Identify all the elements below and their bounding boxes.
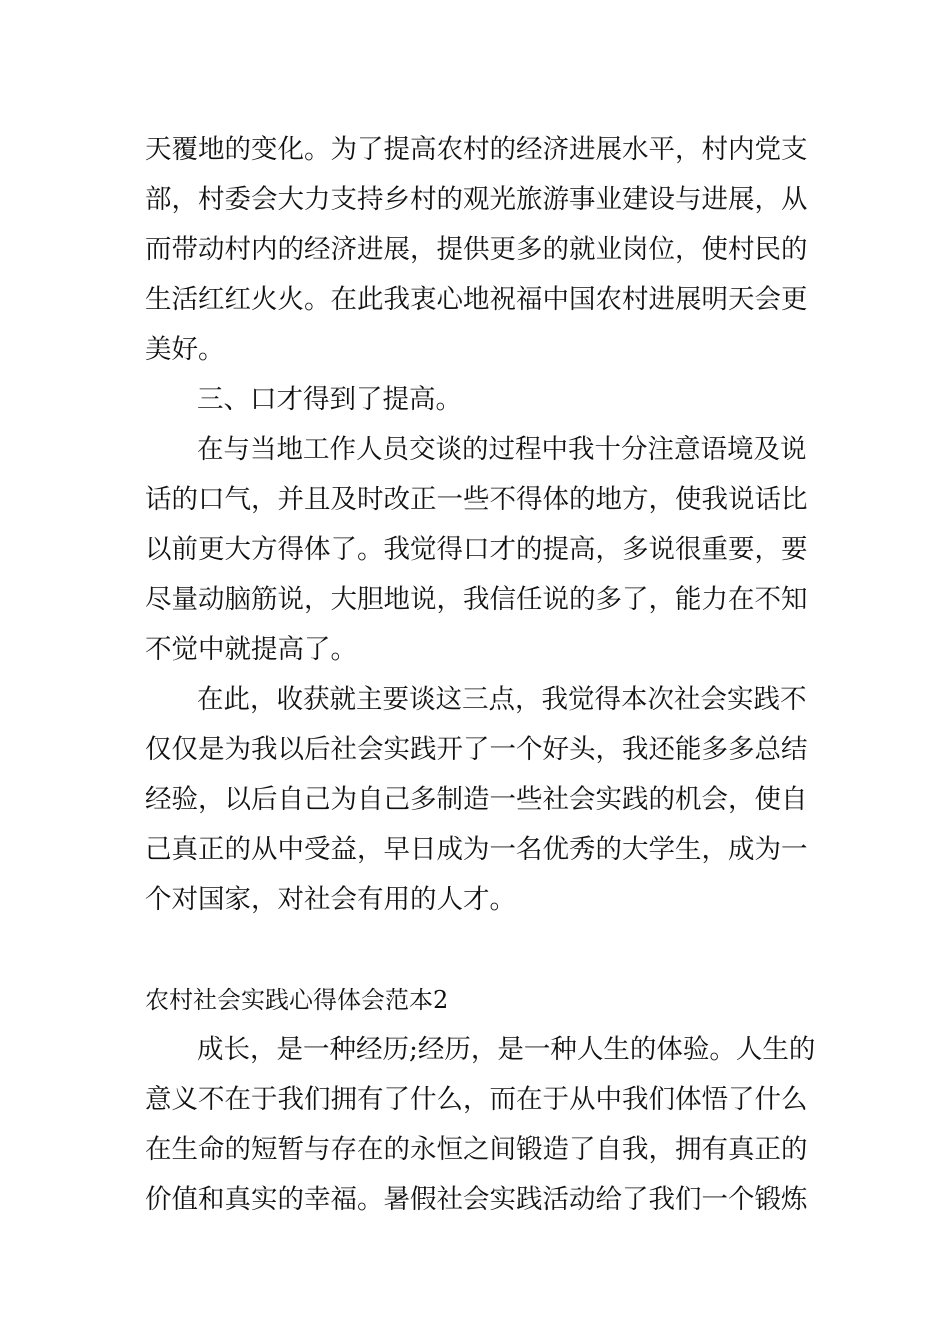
paragraph-line: 而带动村内的经济进展，提供更多的就业岗位，使村民的 (145, 234, 808, 265)
paragraph-line: 尽量动脑筋说，大胆地说，我信任说的多了，能力在不知 (145, 584, 808, 615)
article-title: 农村社会实践心得体会范本2 (145, 986, 449, 1014)
paragraph-line: 在与当地工作人员交谈的过程中我十分注意语境及说 (197, 434, 807, 465)
paragraph-line: 成长，是一种经历;经历，是一种人生的体验。人生的 (197, 1034, 816, 1065)
paragraph-line: 个对国家，对社会有用的人才。 (145, 884, 516, 915)
paragraph-line: 部，村委会大力支持乡村的观光旅游事业建设与进展，从 (145, 184, 808, 215)
paragraph-line: 美好。 (145, 334, 225, 365)
paragraph-line: 在生命的短暂与存在的永恒之间锻造了自我，拥有真正的 (145, 1134, 808, 1165)
paragraph-line: 己真正的从中受益，早日成为一名优秀的大学生，成为一 (145, 834, 808, 865)
paragraph-line: 生活红红火火。在此我衷心地祝福中国农村进展明天会更 (145, 284, 808, 315)
paragraph-line: 以前更大方得体了。我觉得口才的提高，多说很重要，要 (145, 534, 808, 565)
paragraph-line: 经验，以后自己为自己多制造一些社会实践的机会，使自 (145, 784, 808, 815)
paragraph-line: 不觉中就提高了。 (145, 634, 357, 665)
paragraph-line: 仅仅是为我以后社会实践开了一个好头，我还能多多总结 (145, 734, 808, 765)
paragraph-line: 话的口气，并且及时改正一些不得体的地方，使我说话比 (145, 484, 808, 515)
paragraph-line: 天覆地的变化。为了提高农村的经济进展水平，村内党支 (145, 134, 808, 165)
paragraph-line: 在此，收获就主要谈这三点，我觉得本次社会实践不 (197, 684, 807, 715)
paragraph-line: 意义不在于我们拥有了什么，而在于从中我们体悟了什么 (145, 1084, 808, 1115)
section-heading: 三、口才得到了提高。 (197, 384, 462, 415)
paragraph-line: 价值和真实的幸福。暑假社会实践活动给了我们一个锻炼 (145, 1184, 808, 1215)
